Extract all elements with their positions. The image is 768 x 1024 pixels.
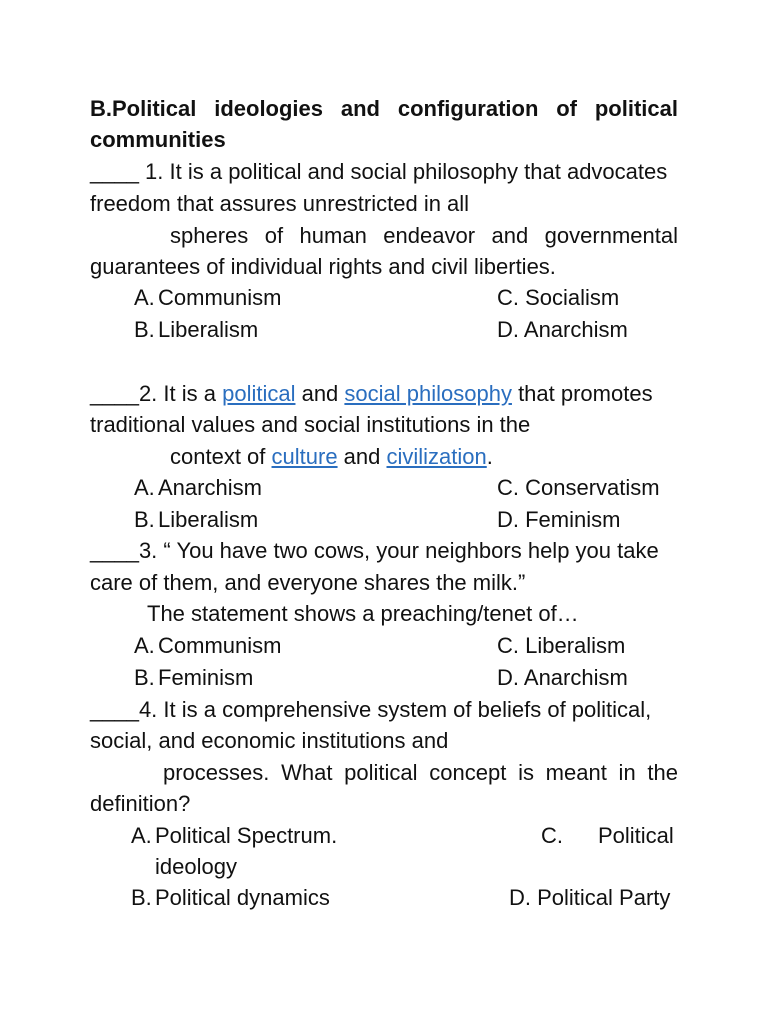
question-3-line-3: The statement shows a preaching/tenet of… xyxy=(147,601,579,626)
section-title-line-1: B.Political ideologies and configuration of political xyxy=(90,96,678,121)
question-2-line-3 xyxy=(170,443,678,471)
civilization-link[interactable]: civilization xyxy=(386,444,487,469)
question-4-option-c-letter: C. xyxy=(541,823,563,848)
question-1-option-a xyxy=(134,284,281,312)
question-4-line-2: social, and economic institutions and xyxy=(90,728,449,753)
question-2-line-2: traditional values and social institutions in the xyxy=(90,412,531,437)
option-text: Liberalism xyxy=(158,507,259,532)
option-text: Political dynamics xyxy=(155,885,330,910)
option-letter: A. xyxy=(134,633,155,658)
question-2-option-a xyxy=(134,474,262,502)
question-4-line-4: definition? xyxy=(90,791,191,816)
option-letter: B. xyxy=(134,317,155,342)
political-link[interactable]: political xyxy=(222,381,296,406)
question-3-option-c: C. Liberalism xyxy=(497,633,626,658)
option-letter: B. xyxy=(134,507,155,532)
culture-link[interactable]: culture xyxy=(271,444,338,469)
question-2-context: context of xyxy=(170,444,272,469)
question-2-option-c: C. Conservatism xyxy=(497,475,660,500)
option-letter: B. xyxy=(131,885,152,910)
option-text: Anarchism xyxy=(158,475,262,500)
question-4-option-a xyxy=(131,822,337,850)
question-2-option-b xyxy=(134,506,258,534)
question-4-option-c-text: Political xyxy=(598,823,674,848)
question-3-option-d: D. Anarchism xyxy=(497,665,628,690)
question-1-option-c: C. Socialism xyxy=(497,285,620,310)
question-2-rest: that promotes xyxy=(511,381,653,406)
question-3-line-2: care of them, and everyone shares the milk.” xyxy=(90,570,526,595)
option-text: Communism xyxy=(158,633,282,658)
question-4-option-c-continued: ideology xyxy=(155,854,237,879)
question-1-line-2: freedom that assures unrestricted in all xyxy=(90,191,470,216)
question-4-line-3: processes. What political concept is meant in the xyxy=(163,760,678,785)
question-3-line-1: ____3. “ You have two cows, your neighbors help you take xyxy=(90,538,659,563)
question-1-option-b xyxy=(134,316,258,344)
option-text: Political Spectrum. xyxy=(155,823,338,848)
question-2-and: and xyxy=(295,381,345,406)
option-letter: A. xyxy=(131,823,152,848)
option-letter: B. xyxy=(134,665,155,690)
question-4-line-1: ____4. It is a comprehensive system of beliefs of political, xyxy=(90,697,652,722)
question-2-option-d: D. Feminism xyxy=(497,507,621,532)
question-2-line-1 xyxy=(90,380,678,408)
option-letter: A. xyxy=(134,285,155,310)
question-1-line-4: guarantees of individual rights and civil liberties. xyxy=(90,254,556,279)
question-2-and-2: and xyxy=(337,444,387,469)
question-2-prefix: ____2. It is a xyxy=(90,381,223,406)
social-philosophy-link[interactable]: social philosophy xyxy=(344,381,512,406)
option-text: Communism xyxy=(158,285,282,310)
question-3-option-a xyxy=(134,632,281,660)
question-1-line-1: ____ 1. It is a political and social philosophy that advocates xyxy=(90,159,668,184)
option-text: Feminism xyxy=(158,665,254,690)
question-2-period: . xyxy=(486,444,493,469)
option-letter: A. xyxy=(134,475,155,500)
question-4-option-d: D. Political Party xyxy=(509,885,671,910)
section-title-line-2: communities xyxy=(90,127,226,152)
option-text: Liberalism xyxy=(158,317,259,342)
question-1-option-d: D. Anarchism xyxy=(497,317,628,342)
question-1-line-3: spheres of human endeavor and governmental xyxy=(170,223,678,248)
question-3-option-b xyxy=(134,664,253,692)
question-4-option-b xyxy=(131,884,330,912)
